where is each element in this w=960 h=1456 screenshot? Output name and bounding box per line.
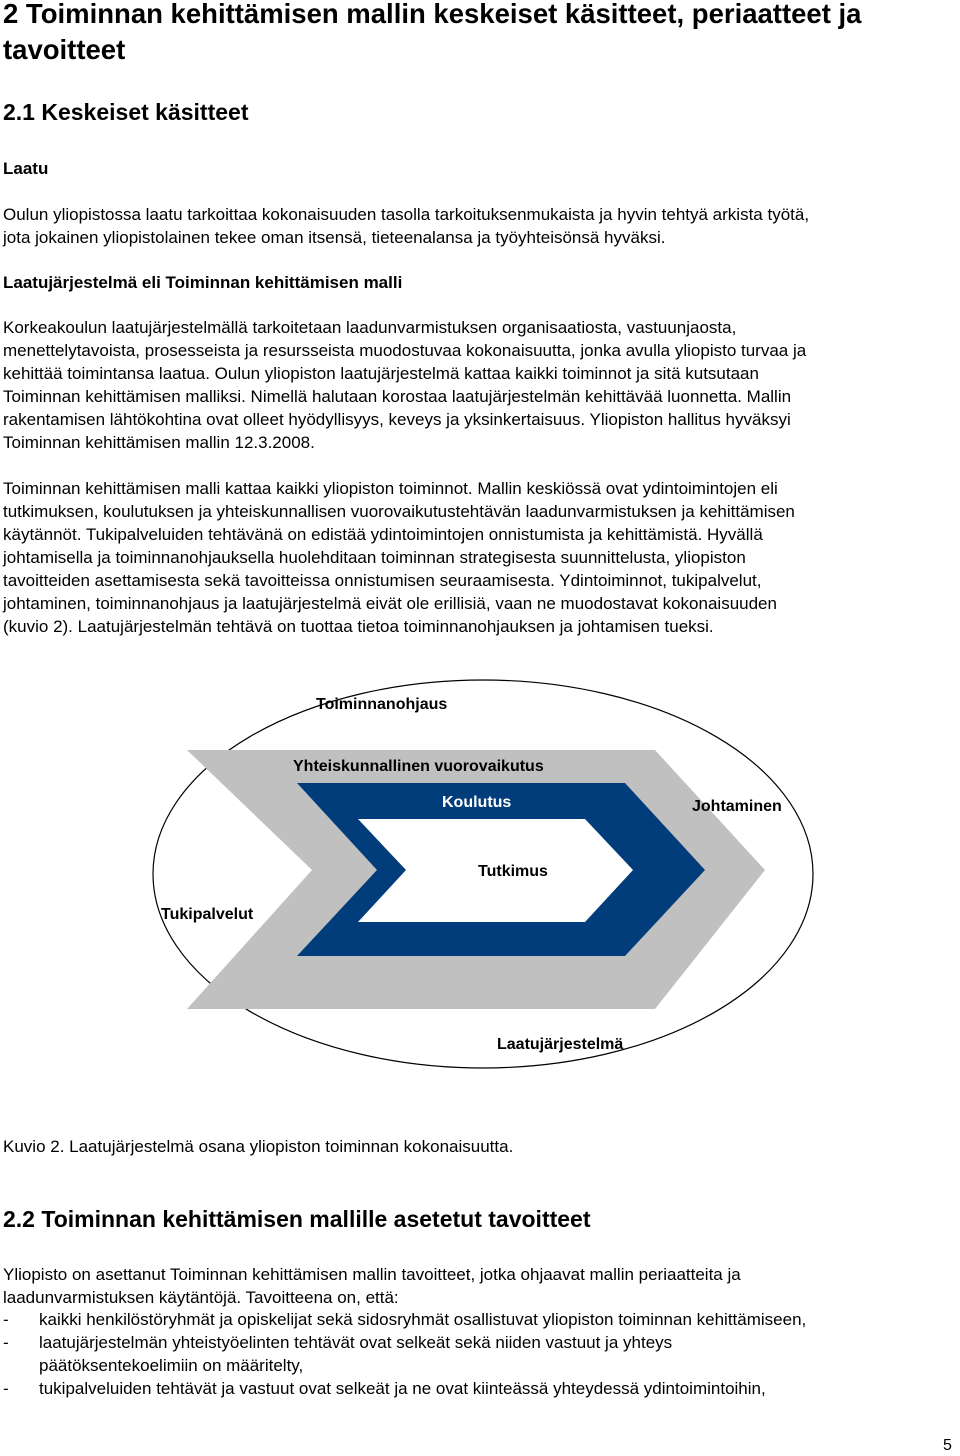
section-2-1-heading: 2.1 Keskeiset käsitteet [3, 99, 249, 125]
list-item [3, 1308, 951, 1331]
page-number: 5 [943, 1437, 952, 1454]
text-line: tukipalveluiden tehtävät ja vastuut ovat selkeät ja ne ovat kiinteässä yhteydessä ydintoimintoihin, [39, 1379, 766, 1398]
text-line: Toiminnan kehittämisen malli kattaa kaikki yliopiston toiminnot. Mallin keskiössä ovat ydintoimintojen eli [3, 479, 778, 498]
list-item [3, 1331, 951, 1377]
text-line: käytännöt. Tukipalveluiden tehtävänä on edistää ydintoimintojen onnistumista ja kehittämistä. Hyvällä [3, 525, 763, 544]
text-line: Korkeakoulun laatujärjestelmällä tarkoitetaan laadunvarmistuksen organisaatiosta, vastuunjaosta, [3, 318, 737, 337]
text-line: johtamisella ja toiminnanohjauksella huolehditaan toiminnan strategisesta suunnittelusta, yliopiston [3, 548, 746, 567]
list-item [3, 1377, 951, 1400]
text-line: Toiminnan kehittämisen mallin 12.3.2008. [3, 433, 315, 452]
label-johtaminen: Johtaminen [692, 798, 782, 815]
list-dash: - [3, 1310, 9, 1329]
text-line: laatujärjestelmän yhteistyöelinten tehtävät ovat selkeät sekä niiden vastuut ja yhteys [39, 1333, 673, 1352]
label-toiminnanohjaus: Toiminnanohjaus [316, 696, 448, 713]
label-tutkimus: Tutkimus [478, 863, 548, 880]
text-line: kaikki henkilöstöryhmät ja opiskelijat sekä sidosryhmät osallistuvat yliopiston toiminnan kehittämiseen, [39, 1310, 807, 1329]
chapter-heading: 2 Toiminnan kehittämisen mallin keskeiset käsitteet, periaatteet ja tavoitteet [3, 0, 862, 65]
text-line: (kuvio 2). Laatujärjestelmän tehtävä on tuottaa tietoa toiminnanohjauksen ja johtamisen tueksi. [3, 617, 714, 636]
goals-list [3, 1308, 951, 1400]
laatu-heading: Laatu [3, 159, 49, 178]
laatu-paragraph [3, 203, 951, 249]
quality-system-diagram [150, 676, 816, 1071]
text-line: Yliopisto on asettanut Toiminnan kehittämisen mallin tavoitteet, jotka ohjaavat mallin periaatteita ja [3, 1265, 741, 1284]
figure-caption: Kuvio 2. Laatujärjestelmä osana yliopiston toiminnan kokonaisuutta. [3, 1137, 514, 1156]
text-line: tavoitteiden asettamisesta sekä tavoitteissa onnistumisen seuraamisesta. Ydintoiminnot, tukipalvelut, [3, 571, 762, 590]
label-koulutus: Koulutus [442, 794, 512, 811]
tavoitteet-intro [3, 1263, 951, 1309]
text-line: kehittää toimintansa laatua. Oulun yliopiston laatujärjestelmä kattaa kaikki toiminnot ja sitä kutsutaan [3, 364, 759, 383]
laatujarjestelma-paragraph-1 [3, 316, 951, 454]
text-line: rakentamisen lähtökohtina ovat olleet hyödyllisyys, keveys ja yksinkertaisuus. Yliopiston hallitus hyväksyi [3, 410, 791, 429]
label-tukipalvelut: Tukipalvelut [161, 906, 254, 923]
text-line: päätöksentekoelimiin on määritelty, [39, 1356, 304, 1375]
text-line: jota jokainen yliopistolainen tekee oman itsensä, tieteenalansa ja työyhteisönsä hyväksi. [3, 228, 666, 247]
list-dash: - [3, 1379, 9, 1398]
text-line: Toiminnan kehittämisen malliksi. Nimellä halutaan korostaa laatujärjestelmän kehittävää luonnetta. Mallin [3, 387, 792, 406]
laatujarjestelma-paragraph-2 [3, 477, 951, 638]
text-line: johtaminen, toiminnanohjaus ja laatujärjestelmä eivät ole erillisiä, vaan ne muodostavat kokonaisuuden [3, 594, 777, 613]
laatujarjestelma-heading: Laatujärjestelmä eli Toiminnan kehittämisen malli [3, 273, 403, 292]
text-line: laadunvarmistuksen käytäntöjä. Tavoitteena on, että: [3, 1288, 399, 1307]
text-line: Oulun yliopistossa laatu tarkoittaa kokonaisuuden tasolla tarkoituksenmukaista ja hyvin tehtyä arkista työtä, [3, 205, 810, 224]
text-line: menettelytavoista, prosesseista ja resursseista muodostuvaa kokonaisuutta, jonka avulla yliopisto turvaa ja [3, 341, 807, 360]
text-line: tutkimuksen, koulutuksen ja yhteiskunnallisen vuorovaikutustehtävän laadunvarmistuksen ja kehittämisen [3, 502, 795, 521]
label-laatujarjestelma: Laatujärjestelmä [497, 1036, 624, 1053]
section-2-2-heading: 2.2 Toiminnan kehittämisen mallille asetetut tavoitteet [3, 1206, 591, 1232]
label-yhteiskunnallinen-vuorovaikutus: Yhteiskunnallinen vuorovaikutus [293, 758, 544, 775]
list-dash: - [3, 1333, 9, 1352]
